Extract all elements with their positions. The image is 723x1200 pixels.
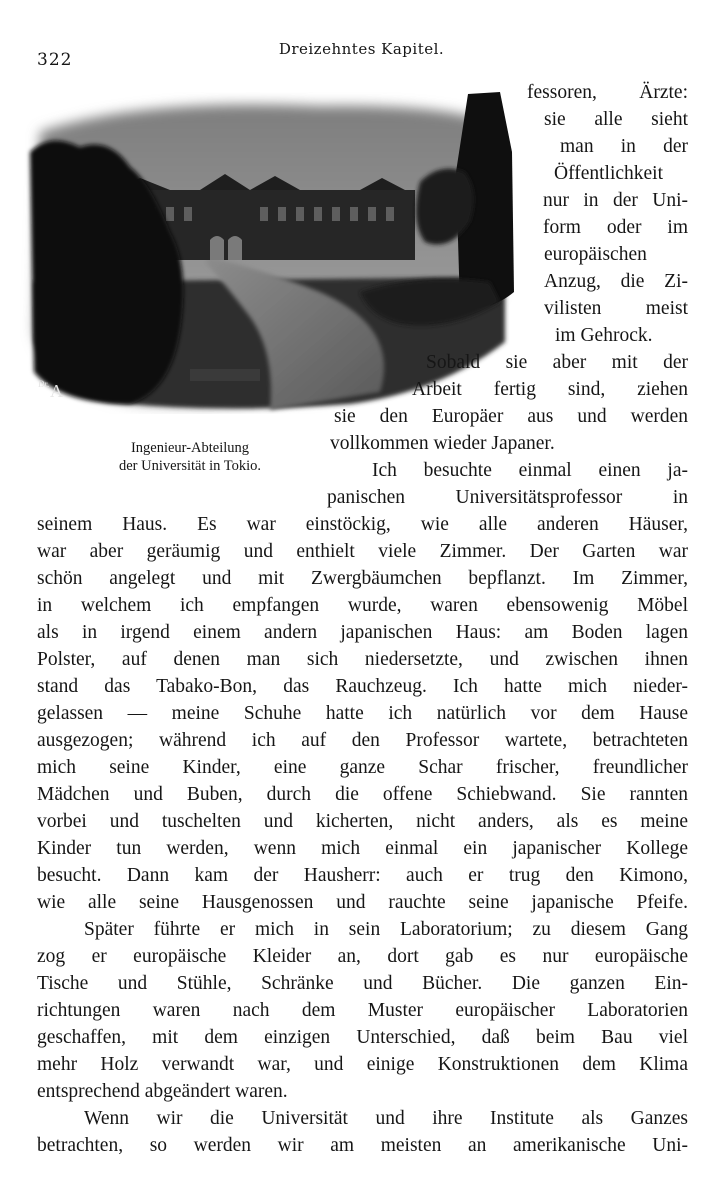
- page-number: 322: [37, 50, 73, 70]
- text-line: zog er europäische Kleider an, dort gab es nur europäische: [37, 946, 688, 967]
- text-line: als in irgend einem andern japanischen Haus: am Boden lagen: [37, 622, 688, 643]
- text-line: Öffentlichkeit: [554, 163, 664, 184]
- text-line: wie alle seine Hausgenossen und rauchte seine japanische Pfeife.: [37, 892, 688, 913]
- text-line: mehr Holz verwandt war, und einige Konstruktionen dem Klima: [37, 1054, 688, 1075]
- text-line: schön angelegt und mit Zwergbäumchen bepflanzt. Im Zimmer,: [37, 568, 688, 589]
- text-line: seinem Haus. Es war einstöckig, wie alle anderen Häuser,: [37, 514, 688, 535]
- text-line: sie alle sieht: [544, 109, 688, 130]
- text-line: Polster, auf denen man sich niedersetzte, und zwischen ihnen: [37, 649, 688, 670]
- text-line: vorbei und tuschelten und kicherten, nicht anders, als es meine: [37, 811, 688, 832]
- text-line: richtungen waren nach dem Muster europäischer Laboratorien: [37, 1000, 688, 1021]
- text-line: in welchem ich empfangen wurde, waren ebensowenig Möbel: [37, 595, 688, 616]
- monogram: A: [50, 381, 63, 401]
- text-line: fessoren, Ärzte:: [527, 82, 688, 103]
- monogram-prefix: Dr.: [38, 379, 50, 389]
- text-line: entsprechend abgeändert waren.: [37, 1081, 288, 1102]
- text-line: europäischen: [544, 244, 647, 265]
- text-line: sie den Europäer aus und werden: [334, 406, 688, 427]
- text-line: gelassen — meine Schuhe hatte ich natürlich vor dem Hause: [37, 703, 688, 724]
- text-line: Anzug, die Zi-: [544, 271, 688, 292]
- text-line: Ich besuchte einmal einen ja-: [372, 460, 688, 481]
- text-line: im Gehrock.: [555, 325, 653, 346]
- text-line: Tische und Stühle, Schränke und Bücher. Die ganzen Ein-: [37, 973, 688, 994]
- caption-line-2: der Universität in Tokio.: [118, 458, 262, 474]
- text-line: panischen Universitätsprofessor in: [327, 487, 688, 508]
- text-line: vilisten meist: [544, 298, 688, 319]
- figure-caption: [70, 439, 310, 475]
- caption-line-1: Ingenieur-Abteilung: [130, 440, 250, 456]
- text-line: Sobald sie aber mit der: [426, 352, 688, 373]
- text-line: besucht. Dann kam der Hausherr: auch er trug den Kimono,: [37, 865, 688, 886]
- text-line: Später führte er mich in sein Laboratorium; zu diesem Gang: [84, 919, 688, 940]
- text-line: geschaffen, mit dem einzigen Unterschied, daß beim Bau viel: [37, 1027, 688, 1048]
- running-head: Dreizehntes Kapitel.: [278, 40, 445, 58]
- text-line: form oder im: [543, 217, 688, 238]
- text-line: ausgezogen; während ich auf den Professor wartete, betrachteten: [37, 730, 688, 751]
- text-line: Arbeit fertig sind, ziehen: [412, 379, 688, 400]
- text-line: man in der: [560, 136, 688, 157]
- text-line: nur in der Uni-: [543, 190, 688, 211]
- text-line: betrachten, so werden wir am meisten an amerikanische Uni-: [37, 1135, 688, 1156]
- text-line: mich seine Kinder, eine ganze Schar frischer, freundlicher: [37, 757, 688, 778]
- text-line: Mädchen und Buben, durch die offene Schiebwand. Sie rannten: [37, 784, 688, 805]
- text-line: Wenn wir die Universität und ihre Institute als Ganzes: [84, 1108, 688, 1129]
- text-line: stand das Tabako-Bon, das Rauchzeug. Ich hatte mich nieder-: [37, 676, 688, 697]
- text-line: vollkommen wieder Japaner.: [330, 433, 555, 454]
- text-line: Kinder tun werden, wenn mich einmal ein japanischer Kollege: [37, 838, 688, 859]
- text-line: war aber geräumig und enthielt viele Zimmer. Der Garten war: [37, 541, 688, 562]
